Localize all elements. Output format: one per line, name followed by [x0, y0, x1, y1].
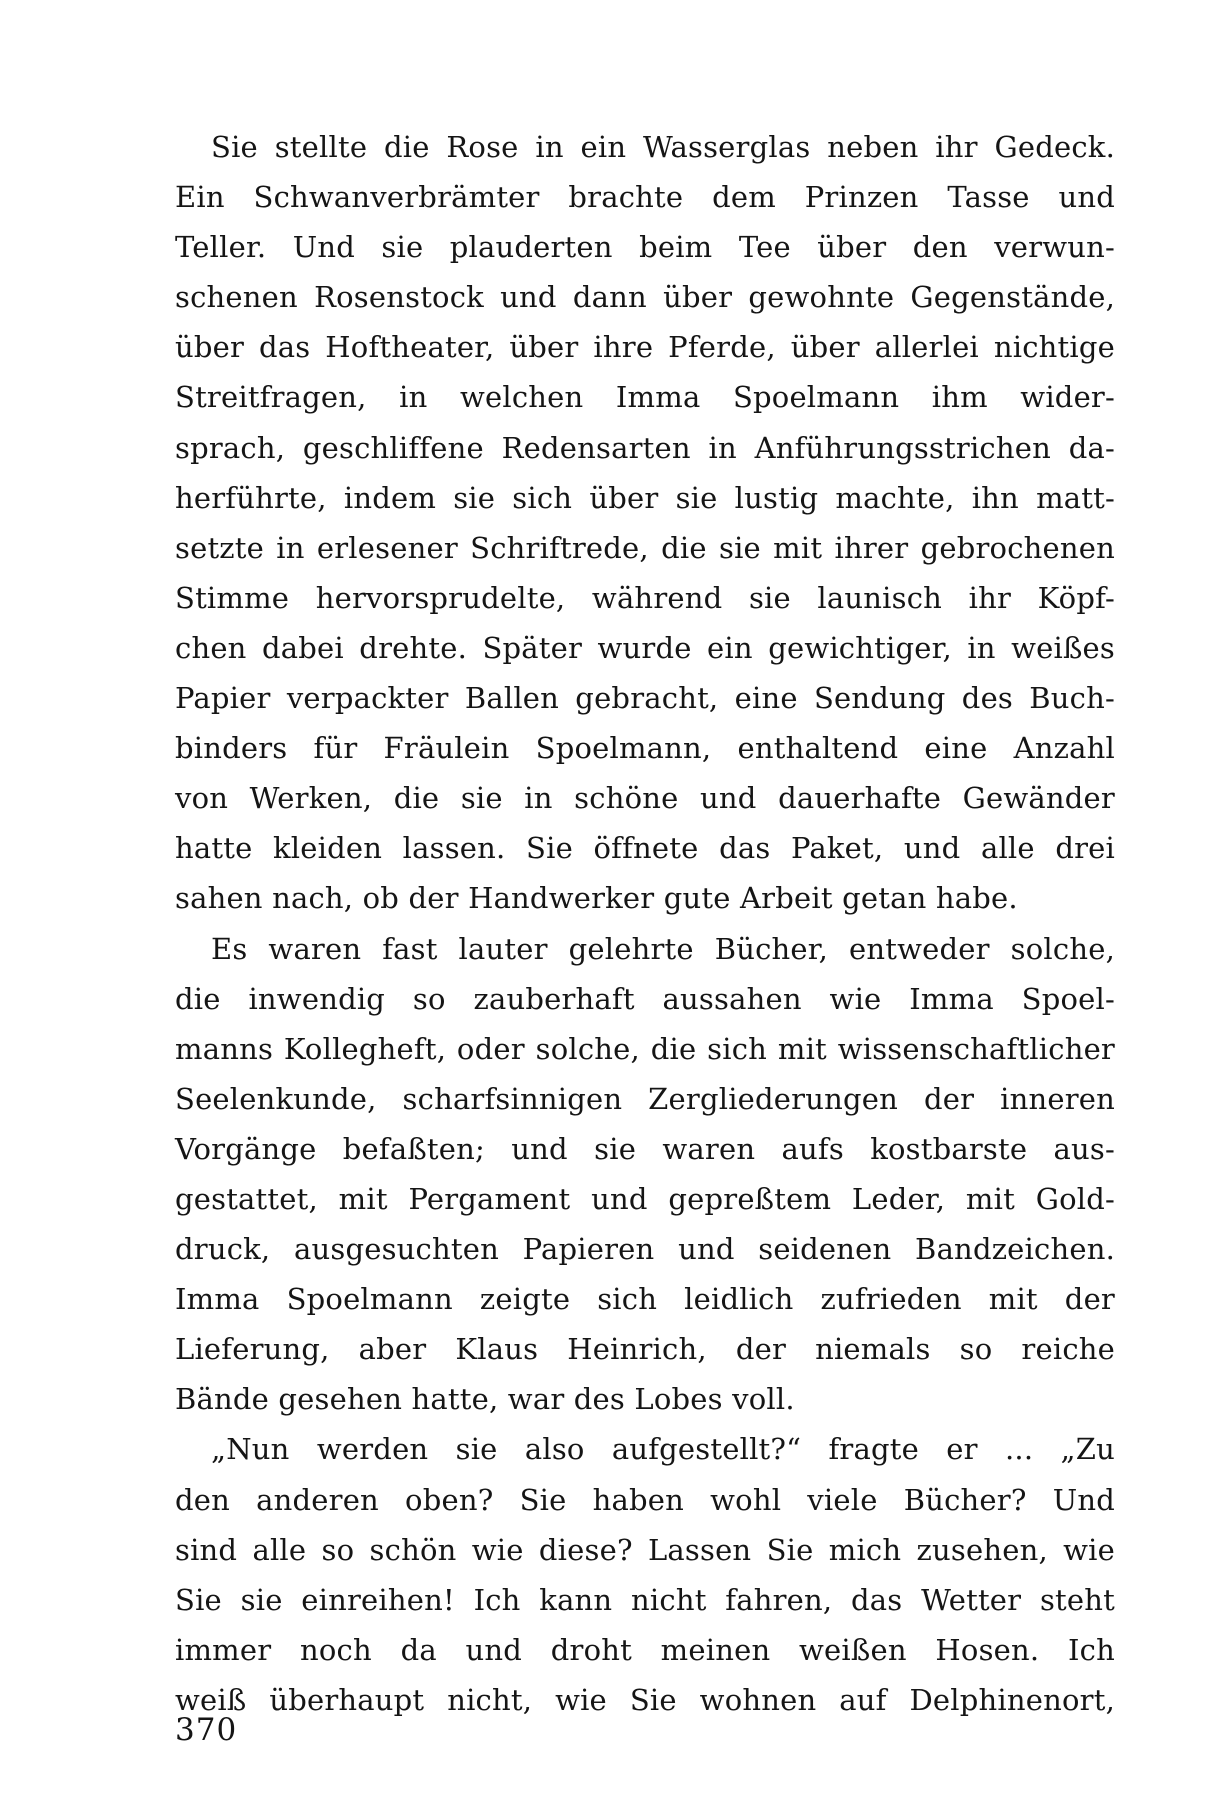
text-line: schenen Rosenstock und dann über gewohnte Gegenstände, [175, 280, 1115, 315]
text-line: sind alle so schön wie diese? Lassen Sie mich zusehen, wie [175, 1532, 1115, 1567]
text-line: Streitfragen, in welchen Imma Spoelmann ihm wider- [175, 380, 1115, 415]
body-text [175, 122, 1115, 1725]
text-line: von Werken, die sie in schöne und dauerhafte Gewänder [175, 781, 1115, 816]
text-line: Ein Schwanverbrämter brachte dem Prinzen Tasse und [175, 180, 1115, 215]
text-line: weiß überhaupt nicht, wie Sie wohnen auf Delphinenort, [175, 1682, 1115, 1717]
text-line: sahen nach, ob der Handwerker gute Arbeit getan habe. [175, 881, 1018, 916]
text-line: über das Hoftheater, über ihre Pferde, über allerlei nichtige [175, 330, 1115, 365]
text-line: Es waren fast lauter gelehrte Bücher, entweder solche, [211, 931, 1115, 966]
text-line: Sie stellte die Rose in ein Wasserglas neben ihr Gedeck. [211, 130, 1115, 164]
text-line: druck, ausgesuchten Papieren und seidenen Bandzeichen. [175, 1232, 1115, 1267]
text-line: binders für Fräulein Spoelmann, enthaltend eine Anzahl [175, 731, 1115, 766]
text-line: chen dabei drehte. Später wurde ein gewichtiger, in weißes [175, 630, 1115, 665]
text-line: setzte in erlesener Schriftrede, die sie mit ihrer gebrochenen [175, 530, 1115, 565]
text-line: manns Kollegheft, oder solche, die sich mit wissenschaftlicher [175, 1031, 1115, 1066]
text-line: Seelenkunde, scharfsinnigen Zergliederungen der inneren [175, 1081, 1115, 1116]
text-line: Papier verpackter Ballen gebracht, eine Sendung des Buch- [175, 681, 1115, 716]
text-line: Teller. Und sie plauderten beim Tee über den verwun- [175, 230, 1115, 265]
text-line: die inwendig so zauberhaft aussahen wie Imma Spoel- [175, 981, 1115, 1016]
page-number: 370 [175, 1712, 238, 1748]
text-line: herführte, indem sie sich über sie lustig machte, ihn matt- [175, 480, 1115, 515]
text-line: immer noch da und droht meinen weißen Hosen. Ich [175, 1632, 1115, 1667]
text-line: hatte kleiden lassen. Sie öffnete das Paket, und alle drei [175, 831, 1115, 866]
text-line: Lieferung, aber Klaus Heinrich, der niemals so reiche [175, 1332, 1115, 1367]
text-line: den anderen oben? Sie haben wohl viele Bücher? Und [175, 1482, 1115, 1517]
text-line: Imma Spoelmann zeigte sich leidlich zufrieden mit der [175, 1282, 1115, 1317]
text-line: Vorgänge befaßten; und sie waren aufs kostbarste aus- [175, 1131, 1115, 1166]
text-line: sprach, geschliffene Redensarten in Anführungsstrichen da- [175, 430, 1115, 465]
text-line: „Nun werden sie also aufgestellt?“ fragte er ... „Zu [211, 1432, 1115, 1467]
text-line: gestattet, mit Pergament und gepreßtem Leder, mit Gold- [175, 1181, 1115, 1216]
text-line: Stimme hervorsprudelte, während sie launisch ihr Köpf- [175, 580, 1115, 615]
text-line: Bände gesehen hatte, war des Lobes voll. [175, 1382, 795, 1417]
text-line: Sie sie einreihen! Ich kann nicht fahren, das Wetter steht [175, 1582, 1115, 1617]
